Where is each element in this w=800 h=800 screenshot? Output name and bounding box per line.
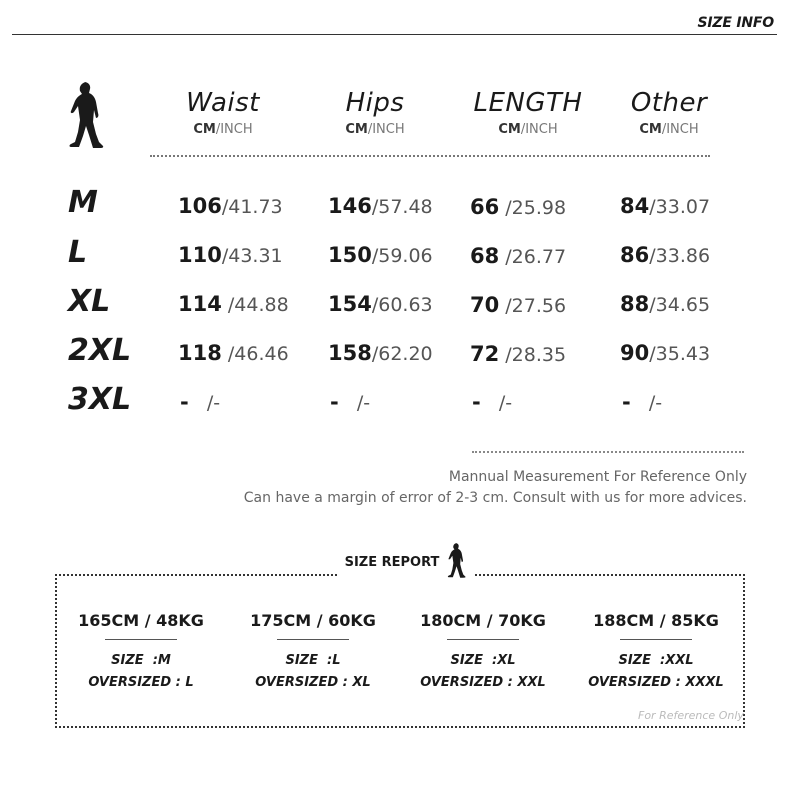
report-size: SIZE :XL [450, 653, 516, 668]
value-cm: - [622, 390, 631, 414]
value-cm: 88 [620, 292, 650, 316]
value-cm: - [330, 390, 339, 414]
report-size: SIZE :M [111, 653, 171, 668]
report-size: SIZE :XXL [618, 653, 694, 668]
value-inch: /28.35 [499, 344, 567, 366]
value-cm: 154 [328, 292, 372, 316]
value-cm: 150 [328, 243, 372, 267]
column-header-other [594, 88, 744, 138]
cell-hips-3xl [330, 388, 370, 417]
size-label-2xl: 2XL [68, 333, 132, 368]
report-oversized: OVERSIZED : L [88, 675, 194, 690]
value-inch: /57.48 [371, 196, 433, 218]
value-inch: /26.77 [499, 246, 567, 268]
value-inch: /44.88 [221, 294, 289, 316]
cell-length-m [470, 193, 566, 222]
cell-length-xl [470, 291, 566, 320]
column-header-hips [300, 88, 450, 138]
walking-figure-icon [64, 80, 106, 156]
column-title: Waist [186, 88, 260, 118]
report-item [228, 611, 398, 694]
cell-hips-xl [328, 290, 433, 319]
report-oversized: OVERSIZED : XL [255, 675, 371, 690]
unit-cm: CM [639, 122, 662, 137]
reference-only-watermark: For Reference Only [638, 709, 744, 722]
cell-other-2xl [620, 339, 710, 368]
unit-cm: CM [498, 122, 521, 137]
column-title: Hips [345, 88, 405, 118]
size-report-title: SIZE REPORT [344, 554, 440, 570]
cell-hips-2xl [328, 339, 433, 368]
column-title: Other [630, 88, 708, 118]
value-inch: /- [630, 392, 663, 414]
column-unit [148, 122, 298, 138]
column-unit [594, 122, 744, 138]
cell-waist-l [178, 241, 283, 270]
value-cm: 84 [620, 194, 650, 218]
report-item [571, 611, 741, 694]
report-oversized: OVERSIZED : XXXL [588, 675, 724, 690]
value-inch: /- [480, 392, 513, 414]
value-inch: /35.43 [649, 343, 711, 365]
value-inch: /59.06 [371, 245, 433, 267]
unit-inch: INCH [666, 122, 699, 137]
cell-waist-xl [178, 290, 289, 319]
size-label-l: L [68, 235, 88, 270]
value-inch: /33.07 [649, 196, 711, 218]
report-divider [105, 639, 177, 640]
report-divider [620, 639, 692, 640]
value-inch: /- [338, 392, 371, 414]
page-title: SIZE INFO [697, 15, 774, 31]
column-unit [453, 122, 603, 138]
header-divider [12, 34, 777, 35]
report-body-measure: 188CM / 85KG [593, 611, 719, 630]
column-title: LENGTH [473, 88, 583, 118]
report-body-measure: 180CM / 70KG [420, 611, 546, 630]
value-cm: 114 [178, 292, 222, 316]
size-label-3xl: 3XL [68, 382, 132, 417]
report-size: SIZE :L [285, 653, 341, 668]
value-inch: /62.20 [371, 343, 433, 365]
value-inch: /43.31 [221, 245, 283, 267]
cell-waist-m [178, 192, 283, 221]
value-cm: 68 [470, 244, 500, 268]
unit-cm: CM [193, 122, 216, 137]
value-inch: /- [188, 392, 221, 414]
value-inch: /27.56 [499, 295, 567, 317]
report-divider [447, 639, 519, 640]
column-header-waist [148, 88, 298, 138]
cell-length-l [470, 242, 566, 271]
cell-hips-l [328, 241, 433, 270]
cell-other-3xl [622, 388, 662, 417]
size-report-header [338, 540, 474, 584]
value-cm: 70 [470, 293, 500, 317]
value-cm: 90 [620, 341, 650, 365]
cell-other-l [620, 241, 710, 270]
column-unit [300, 122, 450, 138]
report-item [398, 611, 568, 694]
value-cm: 86 [620, 243, 650, 267]
size-label-xl: XL [68, 284, 111, 319]
cell-length-3xl [472, 388, 512, 417]
report-divider [277, 639, 349, 640]
unit-inch: INCH [525, 122, 558, 137]
report-body-measure: 175CM / 60KG [250, 611, 376, 630]
value-inch: /41.73 [221, 196, 283, 218]
unit-inch: INCH [372, 122, 405, 137]
value-cm: 110 [178, 243, 222, 267]
value-inch: /33.86 [649, 245, 711, 267]
cell-other-xl [620, 290, 710, 319]
cell-waist-3xl [180, 388, 220, 417]
notes-dotted-divider [472, 451, 744, 453]
value-inch: /60.63 [371, 294, 433, 316]
unit-sep: / [661, 122, 667, 137]
header-dotted-divider [150, 155, 710, 157]
unit-sep: / [367, 122, 373, 137]
note-line-1: Mannual Measurement For Reference Only [448, 469, 747, 485]
walking-figure-icon [445, 542, 467, 582]
cell-length-2xl [470, 340, 566, 369]
column-header-length [453, 88, 603, 138]
value-inch: /34.65 [649, 294, 711, 316]
unit-inch: INCH [220, 122, 253, 137]
report-body-measure: 165CM / 48KG [78, 611, 204, 630]
value-cm: 158 [328, 341, 372, 365]
cell-other-m [620, 192, 710, 221]
cell-hips-m [328, 192, 433, 221]
value-cm: - [472, 390, 481, 414]
unit-cm: CM [345, 122, 368, 137]
value-inch: /46.46 [221, 343, 289, 365]
size-label-m: M [68, 185, 98, 220]
report-oversized: OVERSIZED : XXL [420, 675, 546, 690]
value-cm: 106 [178, 194, 222, 218]
unit-sep: / [215, 122, 221, 137]
value-cm: 66 [470, 195, 500, 219]
cell-waist-2xl [178, 339, 289, 368]
value-inch: /25.98 [499, 197, 567, 219]
value-cm: 72 [470, 342, 500, 366]
note-line-2: Can have a margin of error of 2-3 cm. Consult with us for more advices. [243, 490, 747, 506]
value-cm: - [180, 390, 189, 414]
report-item [56, 611, 226, 694]
value-cm: 118 [178, 341, 222, 365]
value-cm: 146 [328, 194, 372, 218]
unit-sep: / [520, 122, 526, 137]
